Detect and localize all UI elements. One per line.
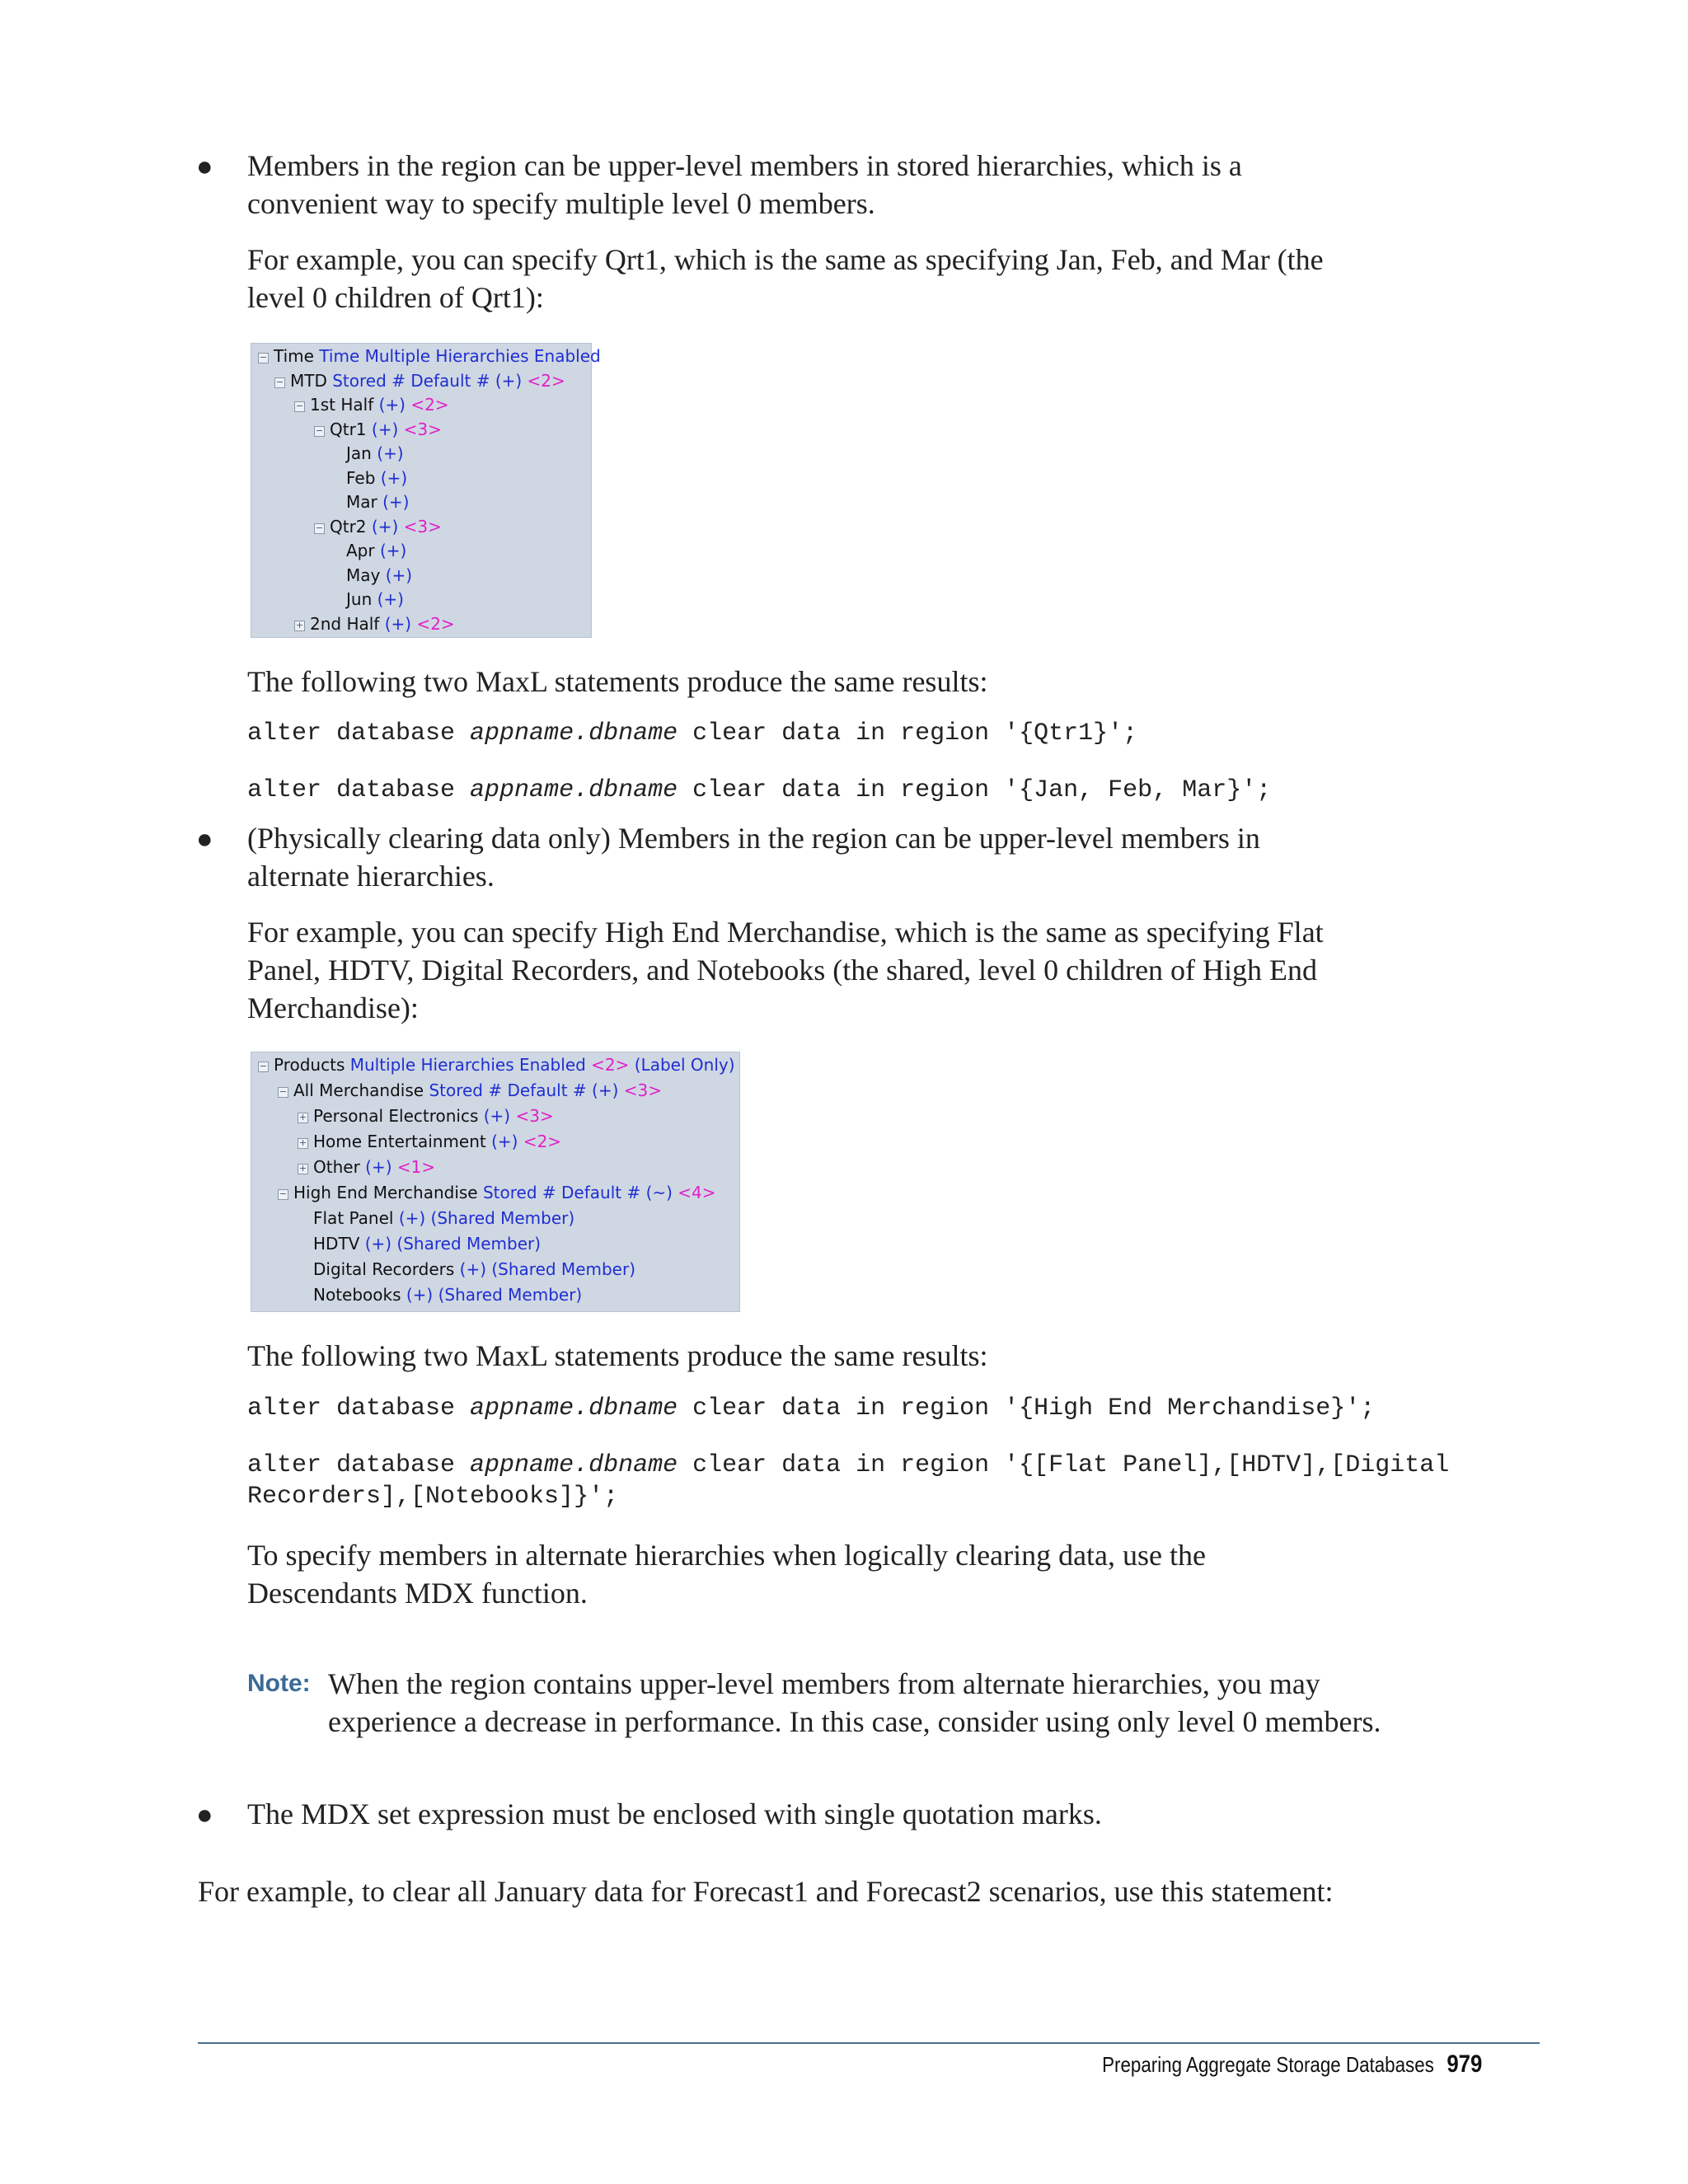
tree-node[interactable]	[298, 1155, 435, 1179]
tree-node[interactable]	[294, 612, 455, 636]
bullet-2-same-results: The following two MaxL statements produce the same results:	[247, 1339, 988, 1372]
footer	[1102, 2050, 1482, 2079]
tree-node-properties: (+)	[380, 467, 408, 488]
tree-node-properties: (+)	[379, 541, 407, 560]
maxl-statement-jan-feb-mar: alter database appname.dbname clear data in region '{Jan, Feb, Mar}';	[247, 776, 1272, 804]
tree-node-properties: (+) (Shared Member)	[459, 1259, 635, 1279]
tree-node-label: Home Entertainment	[313, 1132, 492, 1151]
tree-node-label: Feb	[346, 467, 381, 488]
tree-node-child-count: <4>	[678, 1183, 716, 1202]
tree-node[interactable]	[298, 1206, 574, 1230]
tree-node-properties: (+)	[384, 613, 417, 634]
tree-node[interactable]	[298, 1104, 554, 1128]
tree-node[interactable]	[331, 538, 406, 563]
tree-node-properties: (+)	[385, 565, 413, 585]
tree-node-label: May	[346, 565, 386, 585]
bullet-1-example: For example, you can specify Qrt1, which is the same as specifying Jan, Feb, and Mar (the level 0 children of Qrt1):	[247, 243, 1324, 314]
collapse-icon[interactable]: −	[279, 1086, 288, 1097]
bullet-marker: ●	[196, 824, 213, 855]
expand-icon[interactable]: +	[298, 1163, 307, 1174]
tree-node-label: Time	[274, 346, 320, 366]
tree-node[interactable]	[278, 1078, 662, 1103]
expand-icon[interactable]: +	[298, 1112, 307, 1122]
footer-rule	[198, 2042, 1540, 2044]
tree-node-child-count: <2>	[527, 370, 565, 391]
tree-node-properties: (+)	[371, 516, 404, 537]
tree-node-properties: (+)	[378, 395, 411, 415]
tree-node-properties: (+)	[483, 1106, 516, 1126]
tree-node-properties: Stored # Default # (+)	[429, 1080, 624, 1100]
tree-node-label: 2nd Half	[310, 613, 385, 634]
tree-node-label: Qtr2	[330, 516, 372, 537]
closing-paragraph: For example, to clear all January data for Forecast1 and Forecast2 scenarios, use this statement:	[198, 1875, 1334, 1908]
tree-node[interactable]	[278, 1180, 716, 1205]
products-hierarchy-tree	[251, 1052, 740, 1312]
tree-node-properties: (+)	[382, 492, 410, 512]
tree-node[interactable]	[258, 1052, 735, 1077]
descendants-instruction: To specify members in alternate hierarchies when logically clearing data, use the Descendants MDX function.	[247, 1539, 1207, 1610]
tree-node[interactable]	[298, 1282, 582, 1307]
tree-node-label: Digital Recorders	[313, 1259, 460, 1279]
tree-node[interactable]	[258, 344, 601, 368]
tree-node[interactable]	[274, 368, 565, 393]
tree-node[interactable]	[331, 490, 409, 514]
collapse-icon[interactable]: −	[259, 1061, 268, 1071]
tree-node-child-count: <3>	[515, 1106, 554, 1126]
collapse-icon[interactable]: −	[315, 424, 324, 436]
collapse-icon[interactable]: −	[315, 522, 324, 533]
tree-node-label: High End Merchandise	[293, 1183, 483, 1202]
bullet-marker: ●	[196, 152, 213, 182]
bullet-1-text: Members in the region can be upper-level members in stored hierarchies, which is a convenient way to specify multiple level 0 members.	[247, 149, 1242, 220]
tree-node-label: MTD	[290, 370, 333, 391]
tree-node-label: Mar	[346, 492, 383, 512]
tree-node-properties: (+)	[365, 1157, 397, 1177]
collapse-icon[interactable]: −	[275, 376, 284, 387]
tree-node-properties: Stored # Default # (+)	[332, 370, 528, 391]
time-hierarchy-tree	[251, 343, 601, 638]
bullet-3-text: The MDX set expression must be enclosed with single quotation marks.	[247, 1797, 1102, 1830]
expand-icon[interactable]: +	[298, 1137, 307, 1148]
tree-node-child-count: <1>	[396, 1157, 436, 1177]
tree-node-properties: Multiple Hierarchies Enabled	[349, 1055, 592, 1075]
tree-node-properties: (+)	[491, 1132, 523, 1151]
tree-node-child-count: <2>	[523, 1132, 562, 1151]
tree-node-properties: (+) (Shared Member)	[364, 1234, 542, 1254]
maxl-statement-shared-members: alter database appname.dbname clear data in region '{[Flat Panel],[HDTV],[Digital Recorders],[Notebooks]}';	[247, 1451, 1465, 1511]
tree-node[interactable]	[331, 441, 404, 466]
tree-node-properties: (+)	[371, 419, 404, 439]
tree-node[interactable]	[314, 417, 442, 442]
expand-icon[interactable]: +	[295, 619, 304, 630]
tree-node-label: Qtr1	[330, 419, 372, 439]
tree-node-label: HDTV	[313, 1234, 365, 1254]
tree-node-properties: Stored # Default # (~)	[482, 1183, 678, 1202]
tree-node-label: Jun	[346, 589, 377, 609]
tree-node-properties: Time Multiple Hierarchies Enabled	[319, 346, 601, 366]
tree-node[interactable]	[298, 1231, 541, 1256]
tree-node-label: Notebooks	[313, 1285, 406, 1305]
tree-node-child-count: <3>	[403, 419, 442, 439]
bullet-2-example: For example, you can specify High End Merchandise, which is the same as specifying Flat Panel, HDTV, Digital Recorders, and Notebooks (the shared, level 0 children of High End Merchandise):	[247, 916, 1324, 1024]
page-number: 979	[1446, 2050, 1482, 2078]
footer-section-title: Preparing Aggregate Storage Databases	[1101, 2052, 1434, 2077]
collapse-icon[interactable]: −	[279, 1188, 288, 1199]
tree-node-label: Flat Panel	[313, 1208, 399, 1228]
tree-node-child-count: <3>	[403, 516, 442, 537]
tree-node-storage: (Label Only)	[634, 1055, 735, 1075]
tree-node-label: Personal Electronics	[313, 1106, 484, 1126]
bullet-2-text: (Physically clearing data only) Members in the region can be upper-level members in alternate hierarchies.	[247, 822, 1260, 893]
tree-node-properties: (+)	[377, 443, 404, 463]
tree-node-label: Other	[313, 1157, 366, 1177]
note-label: Note:	[247, 1670, 311, 1697]
tree-node-child-count: <2>	[591, 1055, 635, 1075]
tree-node-label: All Merchandise	[293, 1080, 429, 1100]
tree-node-label: Apr	[346, 541, 380, 560]
bullet-1-same-results: The following two MaxL statements produce the same results:	[247, 665, 988, 698]
tree-node-properties: (+) (Shared Member)	[406, 1285, 583, 1305]
tree-node-child-count: <3>	[623, 1080, 662, 1100]
tree-node[interactable]	[331, 466, 407, 490]
tree-node-child-count: <2>	[416, 613, 455, 634]
note-text: When the region contains upper-level members from alternate hierarchies, you may experience a decrease in performance. In this case, consider using only level 0 members.	[328, 1667, 1381, 1738]
tree-node-label: Jan	[346, 443, 377, 463]
tree-node[interactable]	[298, 1257, 635, 1282]
tree-node-label: 1st Half	[310, 395, 379, 415]
tree-node-label: Products	[274, 1055, 350, 1075]
tree-node-properties: (+) (Shared Member)	[398, 1208, 575, 1228]
maxl-statement-qtr1: alter database appname.dbname clear data in region '{Qtr1}';	[247, 719, 1138, 748]
tree-node[interactable]	[331, 587, 404, 612]
tree-node[interactable]	[314, 514, 442, 539]
maxl-statement-high-end: alter database appname.dbname clear data in region '{High End Merchandise}';	[247, 1394, 1376, 1422]
collapse-icon[interactable]: −	[295, 401, 304, 411]
bullet-marker: ●	[196, 1800, 213, 1830]
tree-node[interactable]	[331, 563, 412, 588]
tree-node[interactable]	[298, 1129, 561, 1154]
tree-node-properties: (+)	[377, 589, 404, 609]
collapse-icon[interactable]: −	[259, 352, 268, 363]
tree-node[interactable]	[294, 392, 449, 417]
tree-node-child-count: <2>	[410, 395, 449, 415]
